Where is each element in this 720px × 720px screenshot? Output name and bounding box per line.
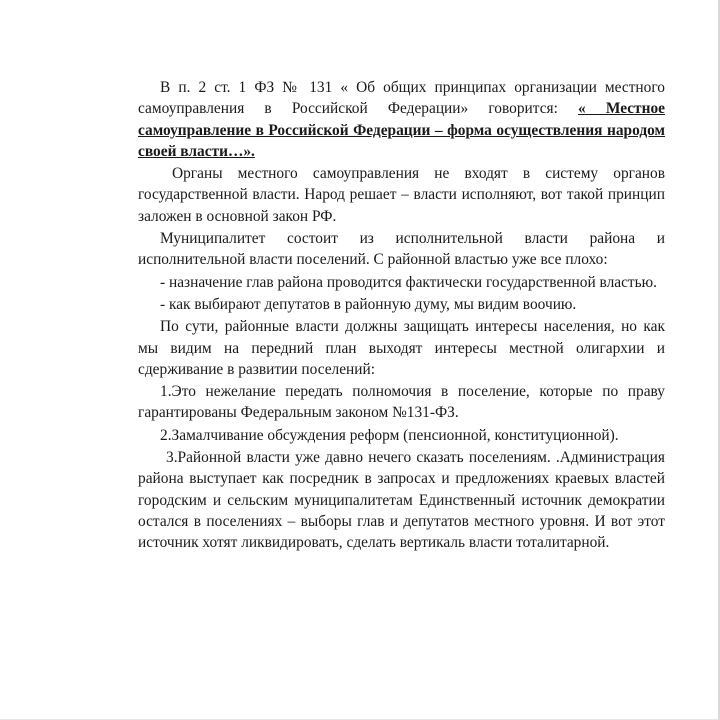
paragraph-municipality: Муниципалитет состоит из исполнительной власти района и исполнительной власти поселений. С районной властью уже все плохо: [138,230,665,269]
paragraph-law-citation [138,77,665,162]
paragraph-local-government: Органы местного самоуправления не входят в систему органов государственной власти. Народ решает – власти исполняют, вот такой принцип заложен в основной закон РФ. [138,165,665,225]
quoted-law-definition: « Местное самоуправление в Российской Федерации – форма осуществления народом своей власти…». [138,100,666,160]
paragraph-district-interests: По сути, районные власти должны защищать интересы населения, но как мы видим на передний план выходят интересы местной олигархии и сдерживание в развитии поселений: [138,318,665,378]
list-item-2: 2.Замалчивание обсуждения реформ (пенсионной, конституционной). [160,426,619,444]
document-body [138,77,665,554]
paragraph-law-citation-lead: В п. 2 ст. 1 ФЗ № 131 « Об общих принципах организации местного самоуправления в Российской Федерации» говорится: [138,79,665,118]
paragraph-appointment: - назначение глав района проводится фактически государственной властью. [160,273,658,291]
list-item-3: 3.Районной власти уже давно нечего сказать поселениям. .Администрация района выступает как посредник в запросах и предложениях краевых властей городским и сельским муниципалитетам Единственный источник демократии остался в поселениях – выборы глав и депутатов местного уровня. И вот этот источник хотят ликвидировать, сделать вертикаль власти тоталитарной. [138,449,665,552]
paragraph-deputies: - как выбирают депутатов в районную думу, мы видим воочию. [160,295,577,313]
list-item-1: 1.Это нежелание передать полномочия в поселение, которые по праву гарантированы Федеральным законом №131-ФЗ. [138,383,665,422]
